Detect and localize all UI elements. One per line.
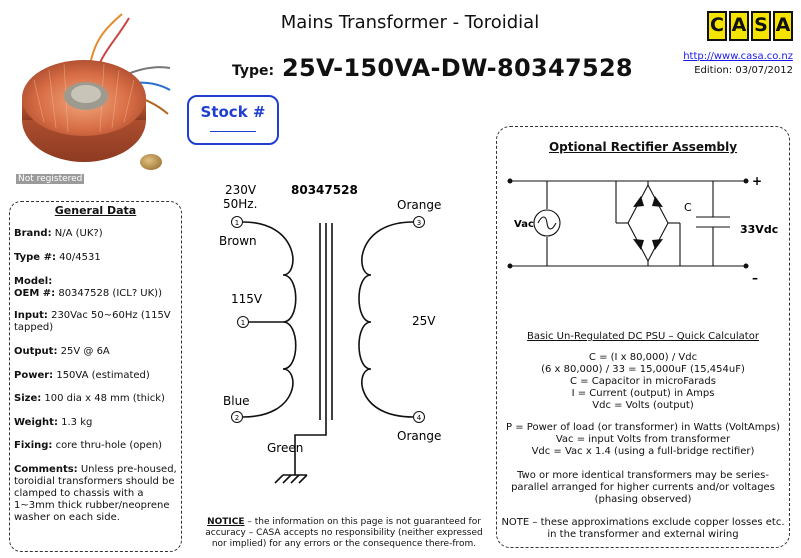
calc-line: Two or more identical transformers may be series- [517,470,769,481]
pin-3-label: 3 [416,219,422,227]
weight-row [14,417,179,429]
type-row [14,252,179,264]
calculator-title: Basic Un-Regulated DC PSU – Quick Calculator [527,331,759,342]
weight-label: Weight: [14,417,58,428]
brand-row [14,228,179,240]
oem-row [14,288,179,300]
tap-voltage-label: 115V [231,292,263,306]
product-photo [4,10,174,186]
comments-value: Unless pre-housed, toroidial transformers should be clamped to chassis with a 1~3mm thick rubber/neoprene washer on each side. [14,464,177,523]
green-wire-label: Green [267,441,304,455]
fixing-value: core thru-hole (open) [52,440,163,451]
rectifier-title: Optional Rectifier Assembly [548,140,738,154]
edition-date: Edition: 03/07/2012 [694,65,793,76]
pin-2-label: 2 [234,414,240,422]
oem-label: OEM #: [14,288,56,299]
page-title: Mains Transformer - Toroidial [280,12,540,33]
output-value: 25V @ 6A [57,346,110,357]
model-row [14,276,179,288]
weight-value: 1.3 kg [57,417,93,428]
logo-letter: A [773,11,793,41]
calc-line: Vdc = Vac x 1.4 (using a full-bridge rectifier) [531,446,755,457]
blue-wire-label: Blue [223,394,250,408]
vac-label: Vac [514,219,534,230]
pin-tap-label: 1 [240,319,246,327]
input-label: Input: [14,310,48,321]
fixing-row [14,440,179,452]
calc-line: Vdc = Volts (output) [592,400,694,411]
calc-line: (phasing observed) [594,494,692,505]
calc-line: C = Capacitor in microFarads [570,376,716,387]
comments-label: Comments: [14,464,78,475]
pin-4-label: 4 [416,414,422,422]
fixing-label: Fixing: [14,440,53,451]
logo-letter: A [729,11,749,41]
rectifier-circuit [500,165,786,285]
calc-line: (6 x 80,000) / 33 = 15,000uF (15,454uF) [541,364,745,375]
notice-body: – the information on this page is not guaranteed for accuracy – CASA accepts no responsibility (neither expressed nor implied) for any errors or the consequence there-from. [205,517,483,549]
brown-wire-label: Brown [219,234,257,248]
vdc-label: 33Vdc [740,223,779,236]
stock-label: Stock # [200,103,266,121]
calc-line: P = Power of load (or transformer) in Watts (VoltAmps) [506,422,780,433]
schematic-part-number: 80347528 [291,183,358,197]
stock-blank-line [210,131,256,132]
calc-line: C = (I x 80,000) / Vdc [588,352,698,363]
size-row [14,393,179,405]
primary-voltage: 230V [225,183,257,197]
logo-letter: S [751,11,771,41]
output-row [14,346,179,358]
casa-logo [707,11,793,41]
general-data-title: General Data [54,204,137,217]
calc-line: Vac = input Volts from transformer [555,434,731,445]
notice-label: NOTICE [207,517,245,527]
calc-line: in the transformer and external wiring [547,529,739,540]
input-row [14,310,179,334]
power-row [14,370,179,382]
website-link[interactable]: http://www.casa.co.nz [683,51,793,62]
plus-terminal: + [752,174,763,188]
comments-row [14,464,179,524]
orange-top-label: Orange [397,198,442,212]
logo-letter: C [707,11,727,41]
input-value: 230Vac 50~60Hz (115V tapped) [14,310,171,333]
type-number-value: 40/4531 [55,252,101,263]
calc-line: parallel arranged for higher currents and/or voltages [511,482,775,493]
orange-bottom-label: Orange [397,429,442,443]
primary-frequency: 50Hz. [223,197,258,211]
pin-1-label: 1 [234,219,240,227]
power-value: 150VA (estimated) [53,370,150,381]
bridge-rectifier-icon [628,185,668,261]
stock-box [187,95,279,145]
size-label: Size: [14,393,42,404]
brand-value: N/A (UK?) [51,228,103,239]
type-value: 25V-150VA-DW-80347528 [282,54,633,82]
model-label: Model: [14,276,53,287]
calc-line: I = Current (output) in Amps [571,388,715,399]
size-value: 100 dia x 48 mm (thick) [41,393,165,404]
brand-label: Brand: [14,228,52,239]
oem-value: 80347528 (ICL? UK)) [55,288,162,299]
type-number-label: Type #: [14,252,56,263]
output-label: Output: [14,346,58,357]
minus-terminal: – [752,271,758,285]
capacitor-label: C [684,201,692,214]
calc-line: NOTE – these approximations exclude copper losses etc. [501,517,785,528]
not-registered-badge: Not registered [18,174,83,184]
secondary-voltage: 25V [412,314,436,328]
type-label: Type: [232,63,275,79]
power-label: Power: [14,370,54,381]
transformer-schematic [195,175,495,505]
notice-text [199,517,489,550]
